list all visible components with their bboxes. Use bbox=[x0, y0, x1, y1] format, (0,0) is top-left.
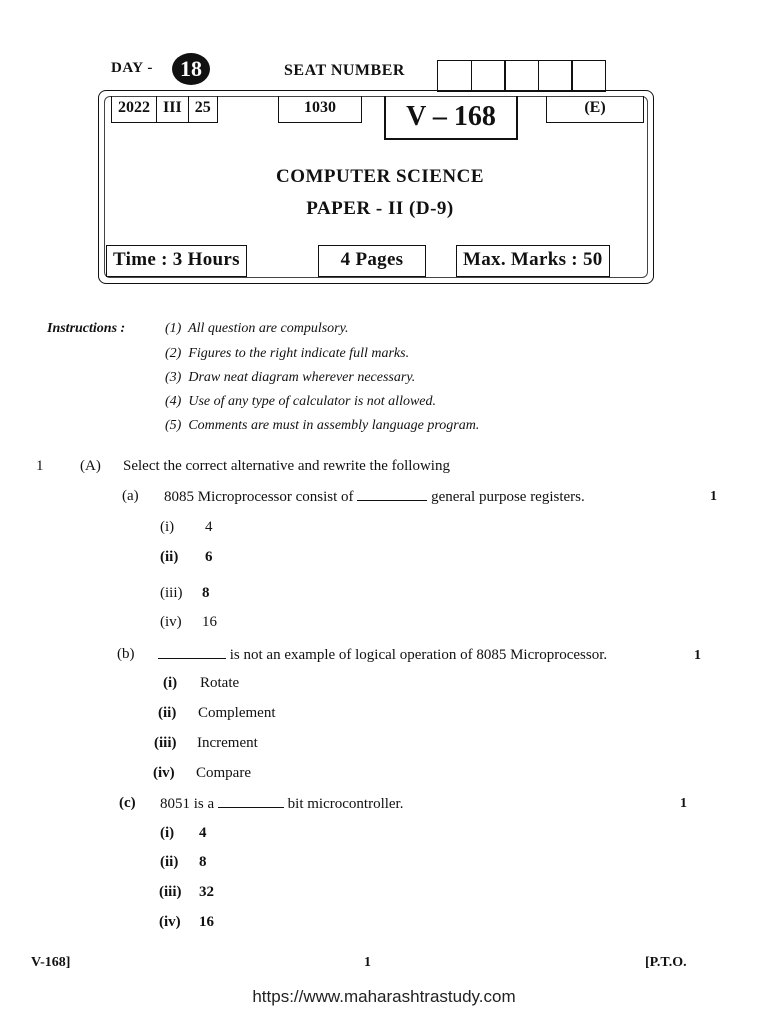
instruction-number: (3) bbox=[165, 370, 182, 385]
option-number: (ii) bbox=[160, 854, 179, 870]
option-text: 32 bbox=[199, 884, 214, 900]
instruction-item bbox=[165, 346, 409, 362]
marks: 1 bbox=[694, 648, 701, 663]
source-url: https://www.maharashtrastudy.com bbox=[252, 987, 516, 1006]
seat-box bbox=[471, 60, 506, 92]
subquestion-text-before: 8085 Microprocessor consist of bbox=[164, 489, 354, 505]
subquestion-text-after: bit microcontroller. bbox=[287, 796, 404, 812]
day-label: DAY - bbox=[111, 60, 153, 76]
subquestion-text bbox=[164, 488, 585, 506]
footer-paper-code: V-168] bbox=[31, 955, 71, 970]
option-text: 8 bbox=[202, 585, 210, 601]
option-text: Increment bbox=[197, 735, 258, 751]
option-number: (iii) bbox=[159, 884, 182, 900]
option-text: 16 bbox=[199, 914, 214, 930]
max-marks-box: Max. Marks : 50 bbox=[456, 245, 610, 277]
question-prompt: Select the correct alternative and rewrite the following bbox=[123, 458, 450, 474]
instruction-item bbox=[165, 394, 436, 410]
code-roman: III bbox=[157, 96, 189, 122]
instruction-text: Comments are must in assembly language program. bbox=[188, 418, 480, 433]
option-number: (ii) bbox=[158, 705, 177, 721]
option-number: (i) bbox=[160, 825, 175, 841]
option-text: 6 bbox=[205, 549, 213, 565]
answer-blank bbox=[158, 646, 226, 659]
instruction-number: (1) bbox=[165, 321, 182, 336]
option-number: (iv) bbox=[159, 914, 181, 930]
option-number: (iii) bbox=[154, 735, 177, 751]
seat-box bbox=[437, 60, 472, 92]
subquestion-text bbox=[158, 646, 607, 664]
day-number-badge: 18 bbox=[172, 53, 210, 85]
option-text: 4 bbox=[205, 519, 213, 535]
instruction-text: Use of any type of calculator is not allowed. bbox=[188, 394, 437, 409]
answer-blank bbox=[357, 488, 427, 501]
code-year: 2022 bbox=[112, 96, 157, 122]
instruction-item bbox=[165, 321, 349, 337]
option-text: Rotate bbox=[200, 675, 240, 691]
seat-box bbox=[571, 60, 606, 92]
option-number: (iii) bbox=[160, 585, 183, 601]
code-box: 1030 bbox=[278, 96, 362, 123]
subquestion-text-before: 8051 is a bbox=[160, 796, 215, 812]
question-number: 1 bbox=[36, 458, 44, 474]
instruction-text: All question are compulsory. bbox=[188, 321, 349, 336]
option-text: 8 bbox=[199, 854, 207, 870]
instruction-number: (4) bbox=[165, 394, 182, 409]
option-text: 16 bbox=[202, 614, 217, 630]
seat-number-boxes bbox=[437, 60, 605, 92]
subquestion-text bbox=[160, 795, 403, 813]
instruction-item bbox=[165, 418, 479, 434]
language-box: (E) bbox=[546, 96, 644, 123]
subquestion-label: (b) bbox=[117, 646, 135, 662]
option-text: 4 bbox=[199, 825, 207, 841]
paper-code: V – 168 bbox=[384, 96, 518, 140]
seat-number-label: SEAT NUMBER bbox=[284, 62, 405, 79]
marks: 1 bbox=[710, 489, 717, 504]
subquestion-text-after: is not an example of logical operation of 8085 Microprocessor. bbox=[229, 647, 608, 663]
instruction-item bbox=[165, 370, 415, 386]
instruction-number: (2) bbox=[165, 346, 182, 361]
seat-box bbox=[538, 60, 573, 92]
question-part: (A) bbox=[80, 458, 101, 474]
answer-blank bbox=[218, 795, 284, 808]
option-text: Compare bbox=[196, 765, 251, 781]
exam-code-cells bbox=[111, 96, 218, 123]
instruction-number: (5) bbox=[165, 418, 182, 433]
paper-title: PAPER - II (D-9) bbox=[306, 198, 454, 219]
option-number: (ii) bbox=[160, 549, 179, 565]
instruction-text: Draw neat diagram wherever necessary. bbox=[188, 370, 416, 385]
option-number: (i) bbox=[163, 675, 178, 691]
instructions-label: Instructions : bbox=[47, 321, 126, 336]
marks: 1 bbox=[680, 796, 687, 811]
seat-box bbox=[504, 60, 539, 92]
pages-box: 4 Pages bbox=[318, 245, 426, 277]
option-text: Complement bbox=[198, 705, 276, 721]
subquestion-label: (c) bbox=[119, 795, 136, 811]
subject-title: COMPUTER SCIENCE bbox=[275, 166, 485, 187]
subquestion-text-after: general purpose registers. bbox=[431, 489, 585, 505]
subquestion-label: (a) bbox=[122, 488, 139, 504]
option-number: (i) bbox=[160, 519, 175, 535]
pto-label: [P.T.O. bbox=[645, 955, 687, 970]
page-number: 1 bbox=[364, 955, 371, 970]
time-box: Time : 3 Hours bbox=[106, 245, 247, 277]
option-number: (iv) bbox=[160, 614, 182, 630]
code-number: 25 bbox=[194, 99, 211, 116]
instruction-text: Figures to the right indicate full marks. bbox=[188, 346, 410, 361]
option-number: (iv) bbox=[153, 765, 175, 781]
